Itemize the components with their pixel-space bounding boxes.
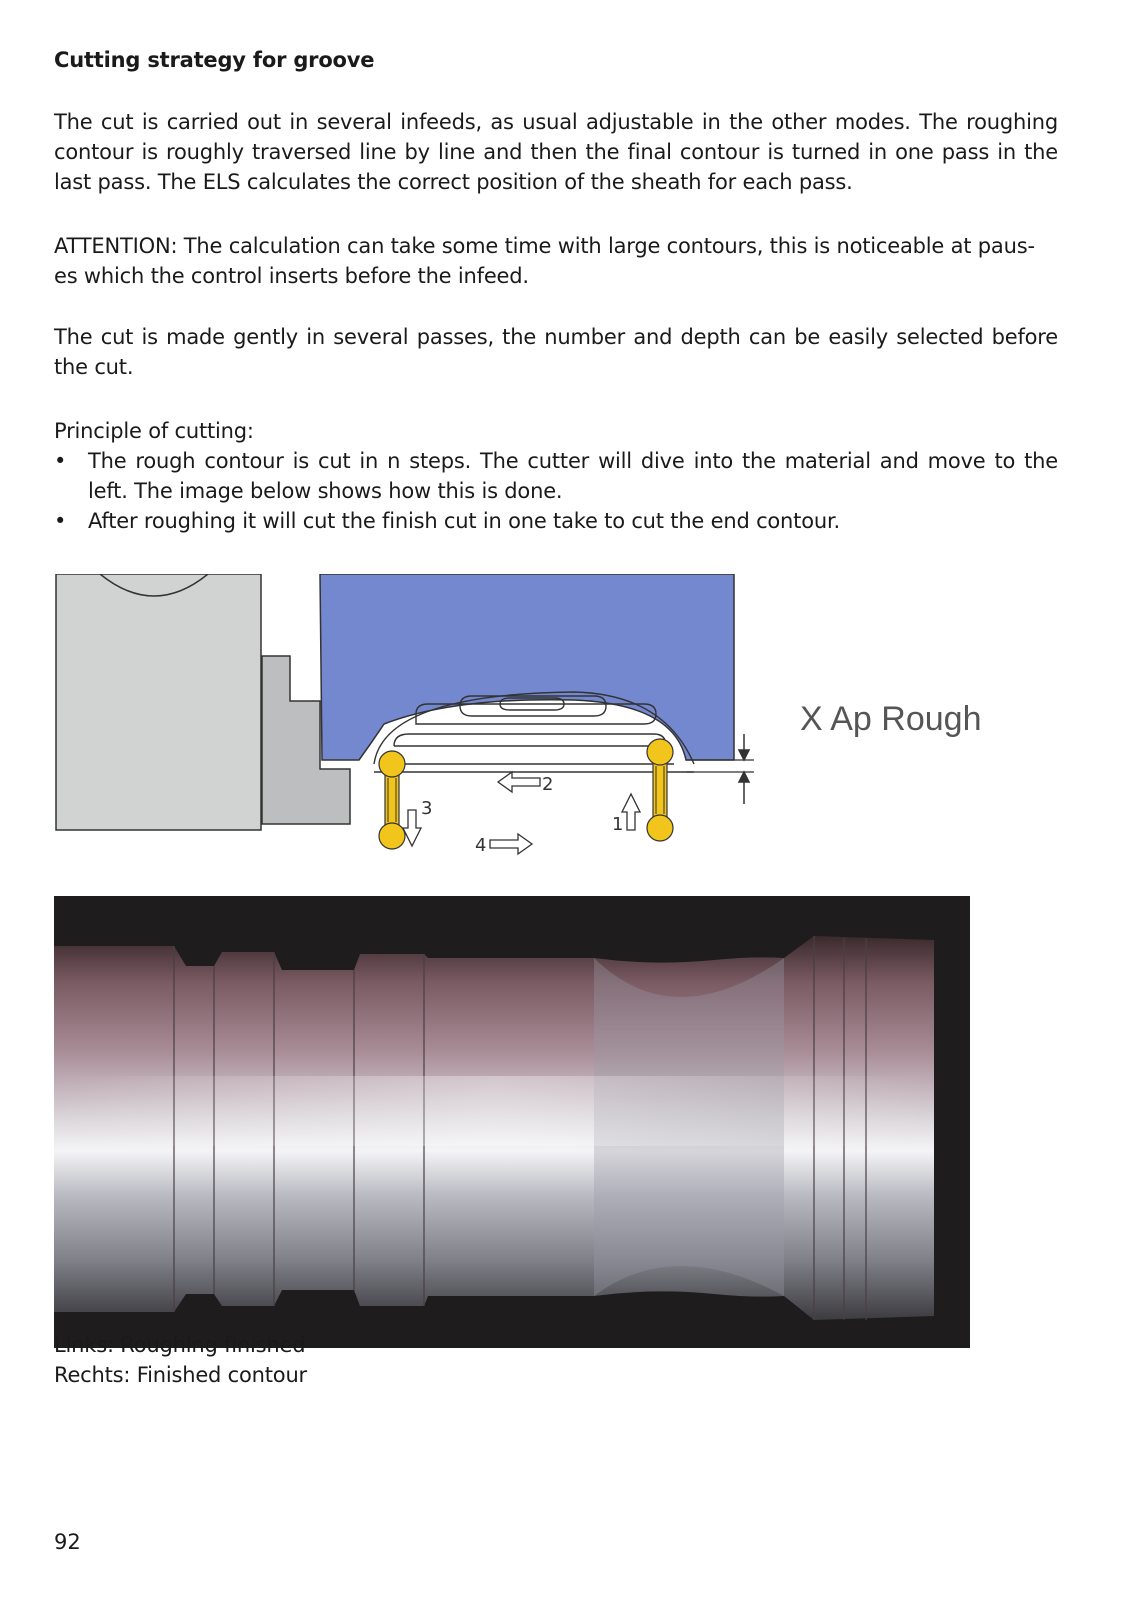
workpiece xyxy=(320,574,734,760)
arrow-up-icon xyxy=(622,794,640,830)
arrow-down-icon xyxy=(403,810,421,846)
step-3-label: 3 xyxy=(421,798,433,819)
section-heading: Cutting strategy for groove xyxy=(54,48,375,72)
shaft-highlight xyxy=(54,1076,934,1146)
bullet-icon: • xyxy=(54,509,67,533)
right-insert xyxy=(647,739,673,841)
list-item-text: After roughing it will cut the finish cut in one take to cut the end contour. xyxy=(88,509,840,533)
left-insert xyxy=(379,751,405,849)
list-item xyxy=(54,506,1058,536)
paragraph-attention-line-2: es which the control inserts before the infeed. xyxy=(54,264,529,288)
workpiece-photo xyxy=(54,896,970,1348)
caption-roughing: Links: Roughing finished xyxy=(54,1333,306,1357)
principle-label: Principle of cutting: xyxy=(54,419,254,443)
page-number: 92 xyxy=(54,1530,81,1554)
step-2-label: 2 xyxy=(542,774,554,795)
step-4-label: 4 xyxy=(475,835,487,856)
x-ap-rough-label: X Ap Rough xyxy=(800,700,982,738)
arrow-left-icon xyxy=(498,772,540,792)
chuck-block xyxy=(56,574,261,830)
list-item xyxy=(54,446,1058,506)
paragraph-infeeds: The cut is carried out in several infeeds, as usual adjustable in the other modes. The roughing contour is roughly traversed line by line and then the final contour is turned in one pass in the last pass. The ELS calculates the correct position of the sheath for each pass. xyxy=(54,110,1058,194)
paragraph-attention xyxy=(54,231,1058,291)
list-item-text: The rough contour is cut in n steps. The cutter will dive into the material and move to the left. The image below shows how this is done. xyxy=(88,449,1058,503)
caption-finished: Rechts: Finished contour xyxy=(54,1363,307,1387)
arrow-right-icon xyxy=(490,834,532,854)
step-1-label: 1 xyxy=(612,814,624,835)
paragraph-passes: The cut is made gently in several passes, the number and depth can be easily selected before the cut. xyxy=(54,325,1058,379)
paragraph-attention-line-1: ATTENTION: The calculation can take some time with large contours, this is noticeable at paus- xyxy=(54,234,1035,258)
cutting-diagram xyxy=(54,574,1054,884)
bullet-icon: • xyxy=(54,449,67,473)
principle-list xyxy=(54,446,1058,536)
x-ap-arrows xyxy=(739,734,749,804)
